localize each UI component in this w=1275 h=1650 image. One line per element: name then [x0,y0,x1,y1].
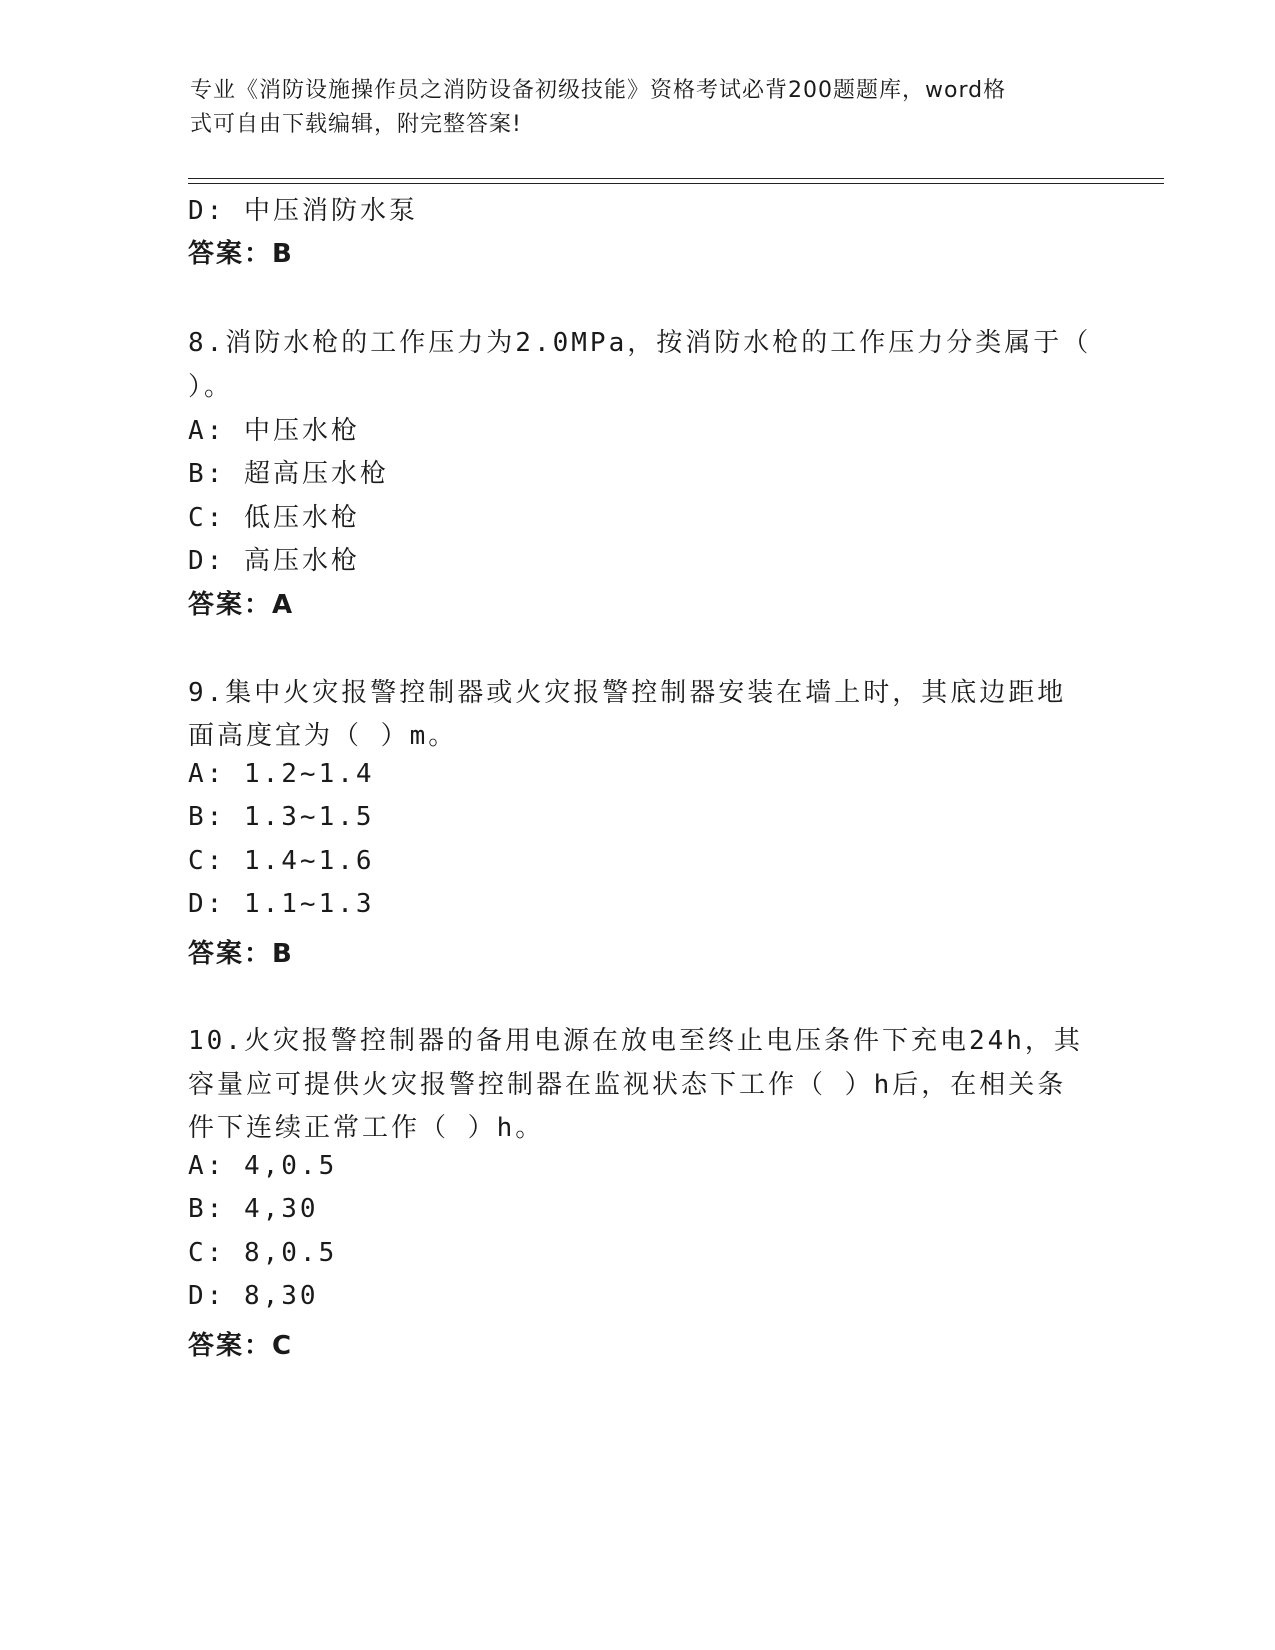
q8-option-a: A: 中压水枪 [188,416,360,446]
q8-stem-line-1: 8.消防水枪的工作压力为2.0MPa，按消防水枪的工作压力分类属于（ [188,328,1092,358]
q8-stem-line-2: ）。 [188,372,234,402]
prev-option-d: D: 中压消防水泵 [188,196,418,226]
q10-stem-line-1: 10.火灾报警控制器的备用电源在放电至终止电压条件下充电24h，其 [188,1026,1083,1056]
q9-option-c: C: 1.4~1.6 [188,846,375,876]
q10-option-d: D: 8,30 [188,1281,319,1311]
q8-answer: 答案：A [188,590,295,620]
q8-option-c: C: 低压水枪 [188,503,360,533]
prev-answer: 答案：B [188,239,294,269]
document-header [190,74,1070,142]
q10-stem-line-3: 件下连续正常工作（ ）h。 [188,1113,545,1143]
header-line-2: 式可自由下载编辑，附完整答案! [190,112,522,137]
header-divider-bottom [188,183,1164,184]
q9-answer: 答案：B [188,939,294,969]
q9-option-a: A: 1.2~1.4 [188,759,375,789]
q8-option-b: B: 超高压水枪 [188,459,389,489]
q9-stem-line-2: 面高度宜为（ ）m。 [188,721,458,751]
q10-option-b: B: 4,30 [188,1194,319,1224]
q10-option-c: C: 8,0.5 [188,1238,338,1268]
q9-stem-line-1: 9.集中火灾报警控制器或火灾报警控制器安装在墙上时，其底边距地 [188,678,1067,708]
q10-answer: 答案：C [188,1331,294,1361]
q9-option-d: D: 1.1~1.3 [188,889,375,919]
q9-option-b: B: 1.3~1.5 [188,802,375,832]
q10-stem-line-2: 容量应可提供火灾报警控制器在监视状态下工作（ ）h后，在相关条 [188,1070,1067,1100]
header-divider-top [188,178,1164,179]
q10-option-a: A: 4,0.5 [188,1151,338,1181]
q8-option-d: D: 高压水枪 [188,546,360,576]
header-line-1: 专业《消防设施操作员之消防设备初级技能》资格考试必背200题题库，word格 [190,78,1007,103]
